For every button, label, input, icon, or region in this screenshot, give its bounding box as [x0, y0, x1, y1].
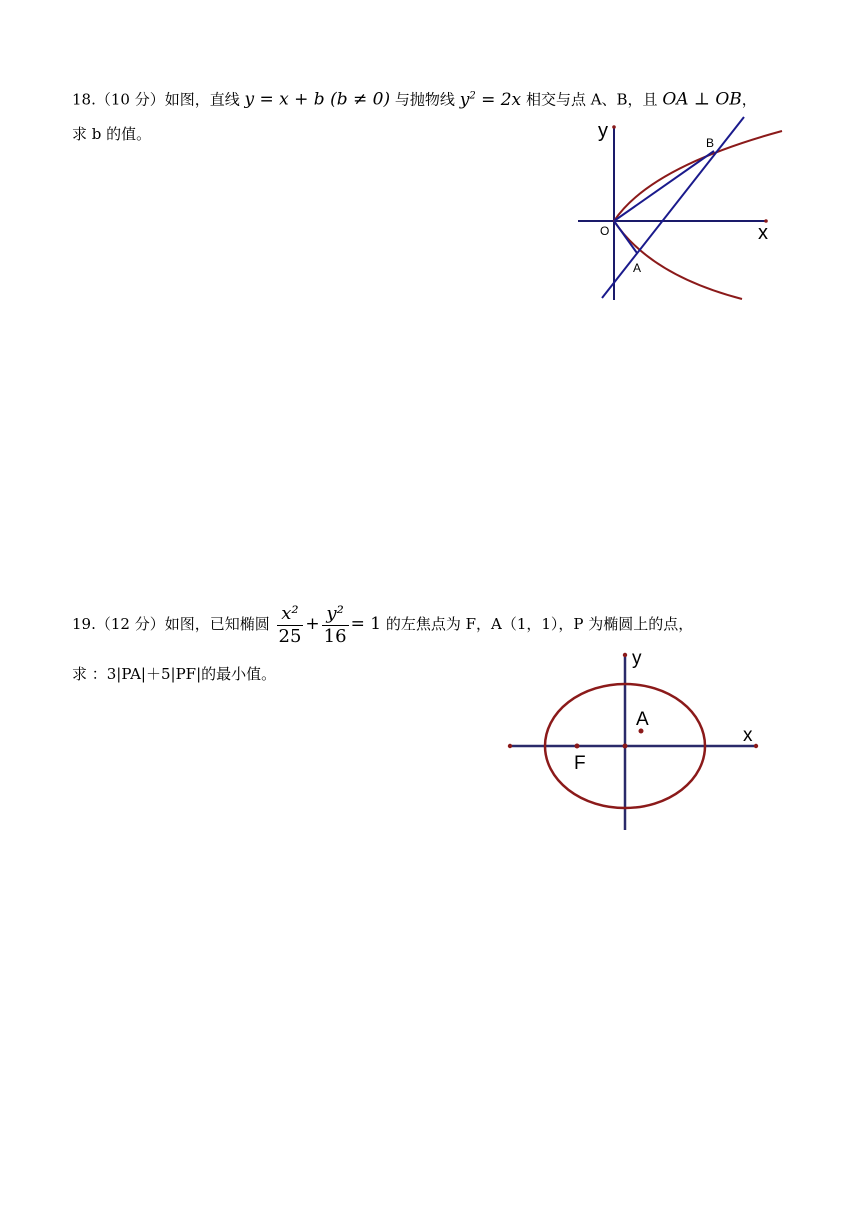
q18-line-equation: y = x + b (b ≠ 0) [244, 89, 391, 110]
q18-label-x: x [758, 222, 768, 244]
q19-frac2-numerator: y² [322, 603, 349, 626]
q18-figure [570, 115, 790, 305]
q18-mid: 与抛物线 [394, 90, 455, 109]
q19-point-f [575, 744, 580, 749]
q19-label-a: A [636, 709, 649, 730]
q18-segment-oa [614, 221, 637, 253]
q19-tail: 的左焦点为 F，A（1，1），P 为椭圆上的点， [385, 615, 694, 633]
q19-lead: 如图，已知椭圆 [164, 615, 270, 633]
q19-line2: 求 ：3|PA|＋5|PF|的最小值。 [72, 665, 277, 683]
q19-number: 19. [72, 615, 96, 633]
q18-number: 18. [72, 90, 96, 109]
q19-line1 [72, 596, 693, 652]
q18-comma: ， [741, 90, 757, 109]
q18-line-ab [602, 117, 744, 298]
q19-fraction-y [322, 603, 349, 648]
q19-equals: = 1 [350, 614, 382, 634]
q18-segment-ob [614, 151, 714, 221]
q18-label-origin: O [600, 224, 610, 238]
q18-perpendicular: OA ⊥ OB [662, 89, 742, 110]
q18-label-y: y [598, 120, 608, 142]
q18-lead: 如图，直线 [164, 90, 240, 109]
q19-figure [500, 645, 790, 840]
q19-label-x: x [743, 725, 753, 746]
q19-frac1-denominator: 25 [278, 625, 302, 647]
q19-score: （12 分） [95, 615, 165, 633]
q18-tail: 相交与点 A、B，且 [525, 90, 658, 109]
q19-frac2-denominator: 16 [323, 625, 347, 647]
q18-line1 [72, 85, 757, 111]
q19-fraction-x [277, 603, 304, 648]
q18-parabola-equation: $y^2 = 2x$ [459, 89, 522, 110]
q18-label-a: A [633, 261, 642, 275]
q19-origin-point [623, 744, 628, 749]
q19-plus: + [305, 614, 320, 634]
q19-frac1-numerator: x² [277, 603, 304, 626]
q19-label-f: F [574, 753, 586, 774]
q18-line2: 求 b 的值。 [72, 125, 152, 143]
q18-score: （10 分） [95, 90, 165, 109]
q19-label-y: y [632, 648, 642, 669]
q18-label-b: B [706, 136, 715, 150]
